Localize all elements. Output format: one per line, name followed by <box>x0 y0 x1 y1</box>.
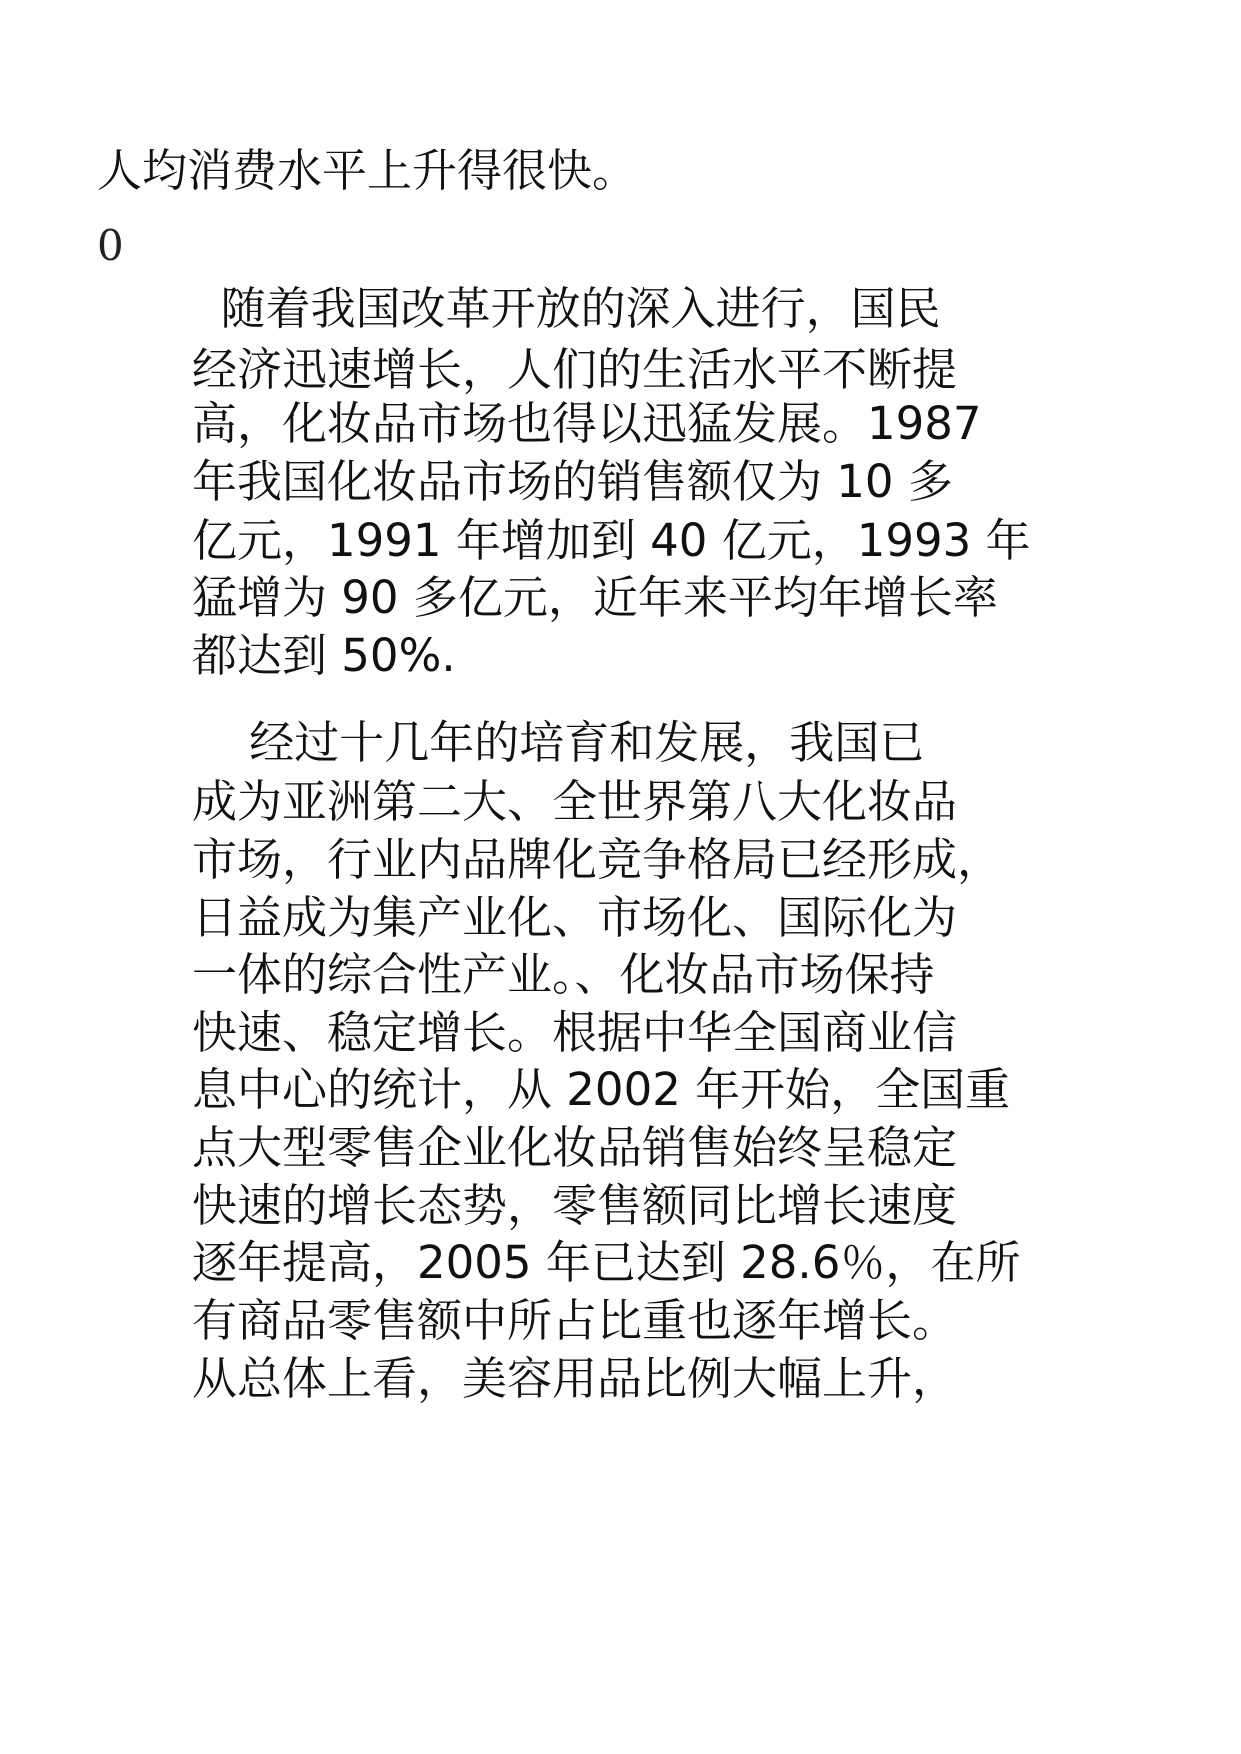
paragraph-line: 成为亚洲第二大、全世界第八大化妆品 <box>192 775 958 828</box>
paragraph-line: 经济迅速增长，人们的生活水平不断提 <box>192 343 958 396</box>
paragraph-line: 有商品零售额中所占比重也逐年增长。 <box>192 1294 958 1347</box>
continuation-line: 人均消费水平上升得很快。 <box>97 144 638 197</box>
paragraph-line: 一体的综合性产业。、化妆品市场保持 <box>192 948 935 1001</box>
paragraph-line: 息中心的统计，从 2002 年开始，全国重 <box>192 1063 1011 1116</box>
paragraph-line: 亿元，1991 年增加到 40 亿元，1993 年 <box>192 514 1031 567</box>
paragraph-line: 经过十几年的培育和发展，我国已 <box>192 716 925 769</box>
paragraph-line: 市场，行业内品牌化竞争格局已经形成， <box>192 833 1003 886</box>
paragraph-line: 日益成为集产业化、市场化、国际化为 <box>192 891 958 944</box>
paragraph-line: 都达到 50%. <box>192 629 456 682</box>
paragraph-line: 快速的增长态势，零售额同比增长速度 <box>192 1179 958 1232</box>
paragraph-line: 猛增为 90 多亿元，近年来平均年增长率 <box>192 571 998 624</box>
paragraph-marker: 0 <box>97 221 124 270</box>
paragraph-line: 从总体上看，美容用品比例大幅上升， <box>192 1352 958 1405</box>
paragraph-line: 年我国化妆品市场的销售额仅为 10 多 <box>192 455 953 508</box>
paragraph-line: 点大型零售企业化妆品销售始终呈稳定 <box>192 1121 958 1174</box>
paragraph-line: 高，化妆品市场也得以迅猛发展。1987 <box>192 397 982 450</box>
paragraph-line: 随着我国改革开放的深入进行，国民 <box>192 282 941 335</box>
paragraph-line: 逐年提高，2005 年已达到 28.6％，在所 <box>192 1236 1021 1289</box>
paragraph-line: 快速、稳定增长。根据中华全国商业信 <box>192 1006 958 1059</box>
